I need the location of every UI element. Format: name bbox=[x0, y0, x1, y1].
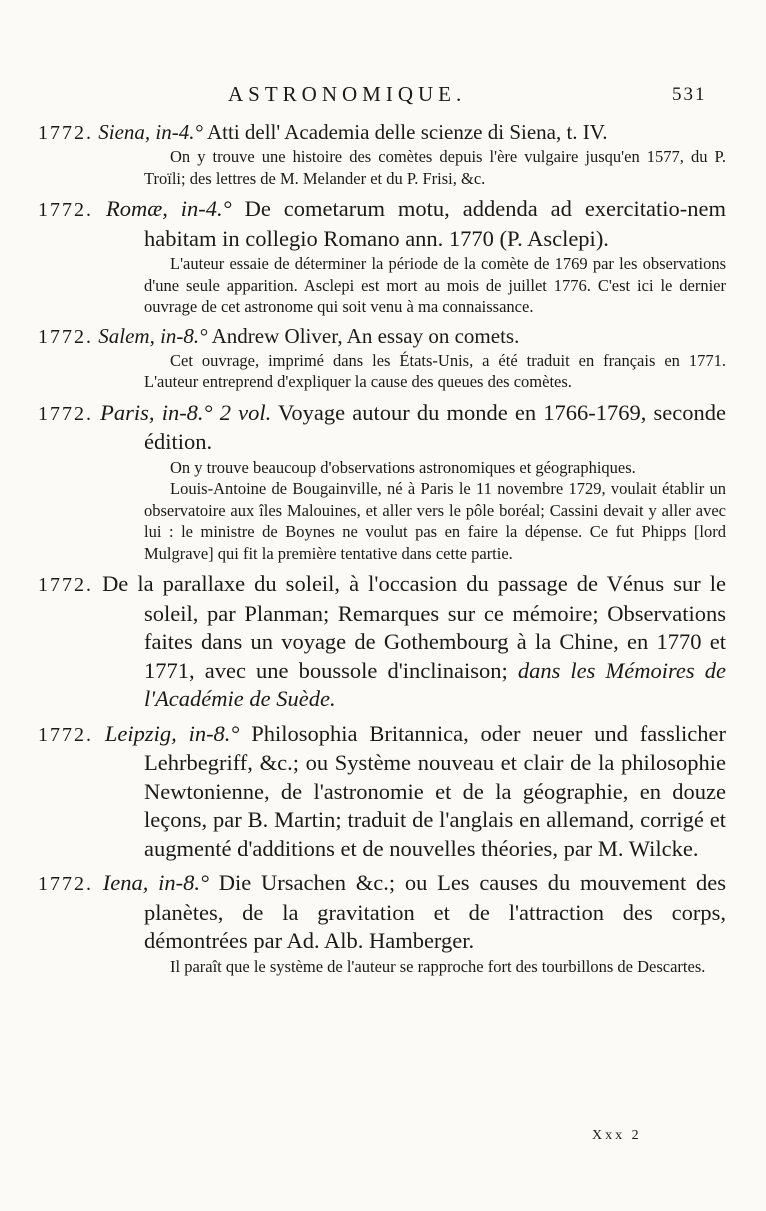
entry-place: Romæ, in-4.° bbox=[105, 196, 232, 221]
entry-notes bbox=[38, 457, 726, 565]
entry-notes bbox=[38, 253, 726, 318]
entry-paragraph: Cet ouvrage, imprimé dans les États-Unis, a été traduit en français en 1771. L'auteur entreprend d'expliquer la cause des queues des comètes. bbox=[144, 350, 726, 391]
page-number: 531 bbox=[672, 84, 707, 105]
entry-notes bbox=[38, 350, 726, 393]
entry-year: 1772. bbox=[38, 723, 93, 746]
entry-year: 1772. bbox=[38, 402, 93, 425]
page-content bbox=[38, 120, 726, 983]
entry-paragraph: L'auteur essaie de déterminer la période de la comète de 1769 par les observations d'une seule apparition. Asclepi est mort au mois de juillet 1776. C'est ici le dernier ouvrage de cet astronome qui soit venu à ma connaissance. bbox=[144, 254, 726, 316]
entry-place: Salem, in-8.° bbox=[98, 323, 208, 348]
entry-year: 1772. bbox=[38, 873, 93, 895]
entry-title: De la parallaxe du soleil, à l'occasion du passage de Vénus sur le soleil, par Planman; Remarques sur ce mémoire; Observations faites dans un voyage de Gothembourg à la Chine, en 1770 et 1771, avec une boussole d'inclinaison; bbox=[102, 571, 727, 683]
entry-year: 1772. bbox=[38, 122, 93, 144]
entry-paris bbox=[38, 399, 726, 565]
entry-year: 1772. bbox=[38, 325, 93, 348]
entry-place: Iena, in-8.° bbox=[102, 870, 209, 895]
entry-heading bbox=[38, 570, 726, 714]
entry-heading bbox=[38, 120, 726, 146]
entry-paragraph: Louis-Antoine de Bougainville, né à Paris le 11 novembre 1729, voulait établir un observatoire aux îles Malouines, et aller vers le pôle boréal; Cassini devait y aller avec lui : le ministre de Boynes ne voulut pas en faire la dépense. Ce fut Phipps [lord Mulgrave] qui fit la première tentative dans cette partie. bbox=[144, 479, 726, 563]
entry-title: De cometarum motu, addenda ad exercitatio-nem habitam in collegio Romano ann. 1770 (P. Asclepi). bbox=[144, 196, 726, 251]
entry-place: Paris, in-8.° 2 vol. bbox=[100, 399, 272, 425]
entry-heading bbox=[38, 399, 726, 457]
entry-heading bbox=[38, 720, 726, 864]
signature-mark: Xxx 2 bbox=[592, 1128, 642, 1143]
entry-year: 1772. bbox=[38, 574, 93, 596]
entry-title: Voyage autour du monde en 1766-1769, seconde édition. bbox=[144, 399, 726, 454]
entry-iena bbox=[38, 869, 726, 977]
entry-siena bbox=[38, 120, 726, 189]
entry-place: Siena, in-4.° bbox=[98, 120, 203, 144]
entry-paragraph: On y trouve une histoire des comètes depuis l'ère vulgaire jusqu'en 1577, du P. Troïli; des lettres de M. Melander et du P. Frisi, &c. bbox=[144, 147, 726, 188]
entry-title: Philosophia Britannica, oder neuer und fasslicher Lehrbegriff, &c.; ou Système nouveau et clair de la philosophie Newtonienne, de l'astronomie et de la géographie, en douze leçons, par B. Martin; traduit de l'anglais en allemand, corrigé et augmenté d'additions et de nouvelles théories, par M. Wilcke. bbox=[144, 720, 726, 861]
entry-heading bbox=[38, 869, 726, 956]
entry-heading bbox=[38, 324, 726, 350]
running-title: ASTRONOMIQUE. bbox=[228, 82, 467, 106]
entry-source: dans les Mémoires de l'Académie de Suède. bbox=[144, 657, 726, 711]
entry-title: Die Ursachen &c.; ou Les causes du mouvement des planètes, de la gravitation et de l'attraction des corps, démontrées par Ad. Alb. Hamberger. bbox=[144, 870, 727, 953]
entry-notes bbox=[38, 956, 726, 978]
entry-romae bbox=[38, 195, 726, 318]
entry-notes bbox=[38, 146, 726, 189]
entry-paragraph: Il paraît que le système de l'auteur se rapproche fort des tourbillons de Descartes. bbox=[170, 956, 706, 976]
entry-place: Leipzig, in-8.° bbox=[104, 720, 240, 746]
entry-heading bbox=[38, 195, 726, 253]
entry-paragraph: On y trouve beaucoup d'observations astronomiques et géographiques. bbox=[170, 457, 636, 477]
entry-year: 1772. bbox=[38, 199, 93, 221]
entry-title: Atti dell' Academia delle scienze di Siena, t. IV. bbox=[206, 120, 608, 144]
entry-parallaxe bbox=[38, 570, 726, 714]
entry-salem bbox=[38, 324, 726, 393]
entry-leipzig bbox=[38, 720, 726, 864]
entry-title: Andrew Oliver, An essay on comets. bbox=[211, 323, 520, 348]
page-header bbox=[0, 82, 766, 112]
